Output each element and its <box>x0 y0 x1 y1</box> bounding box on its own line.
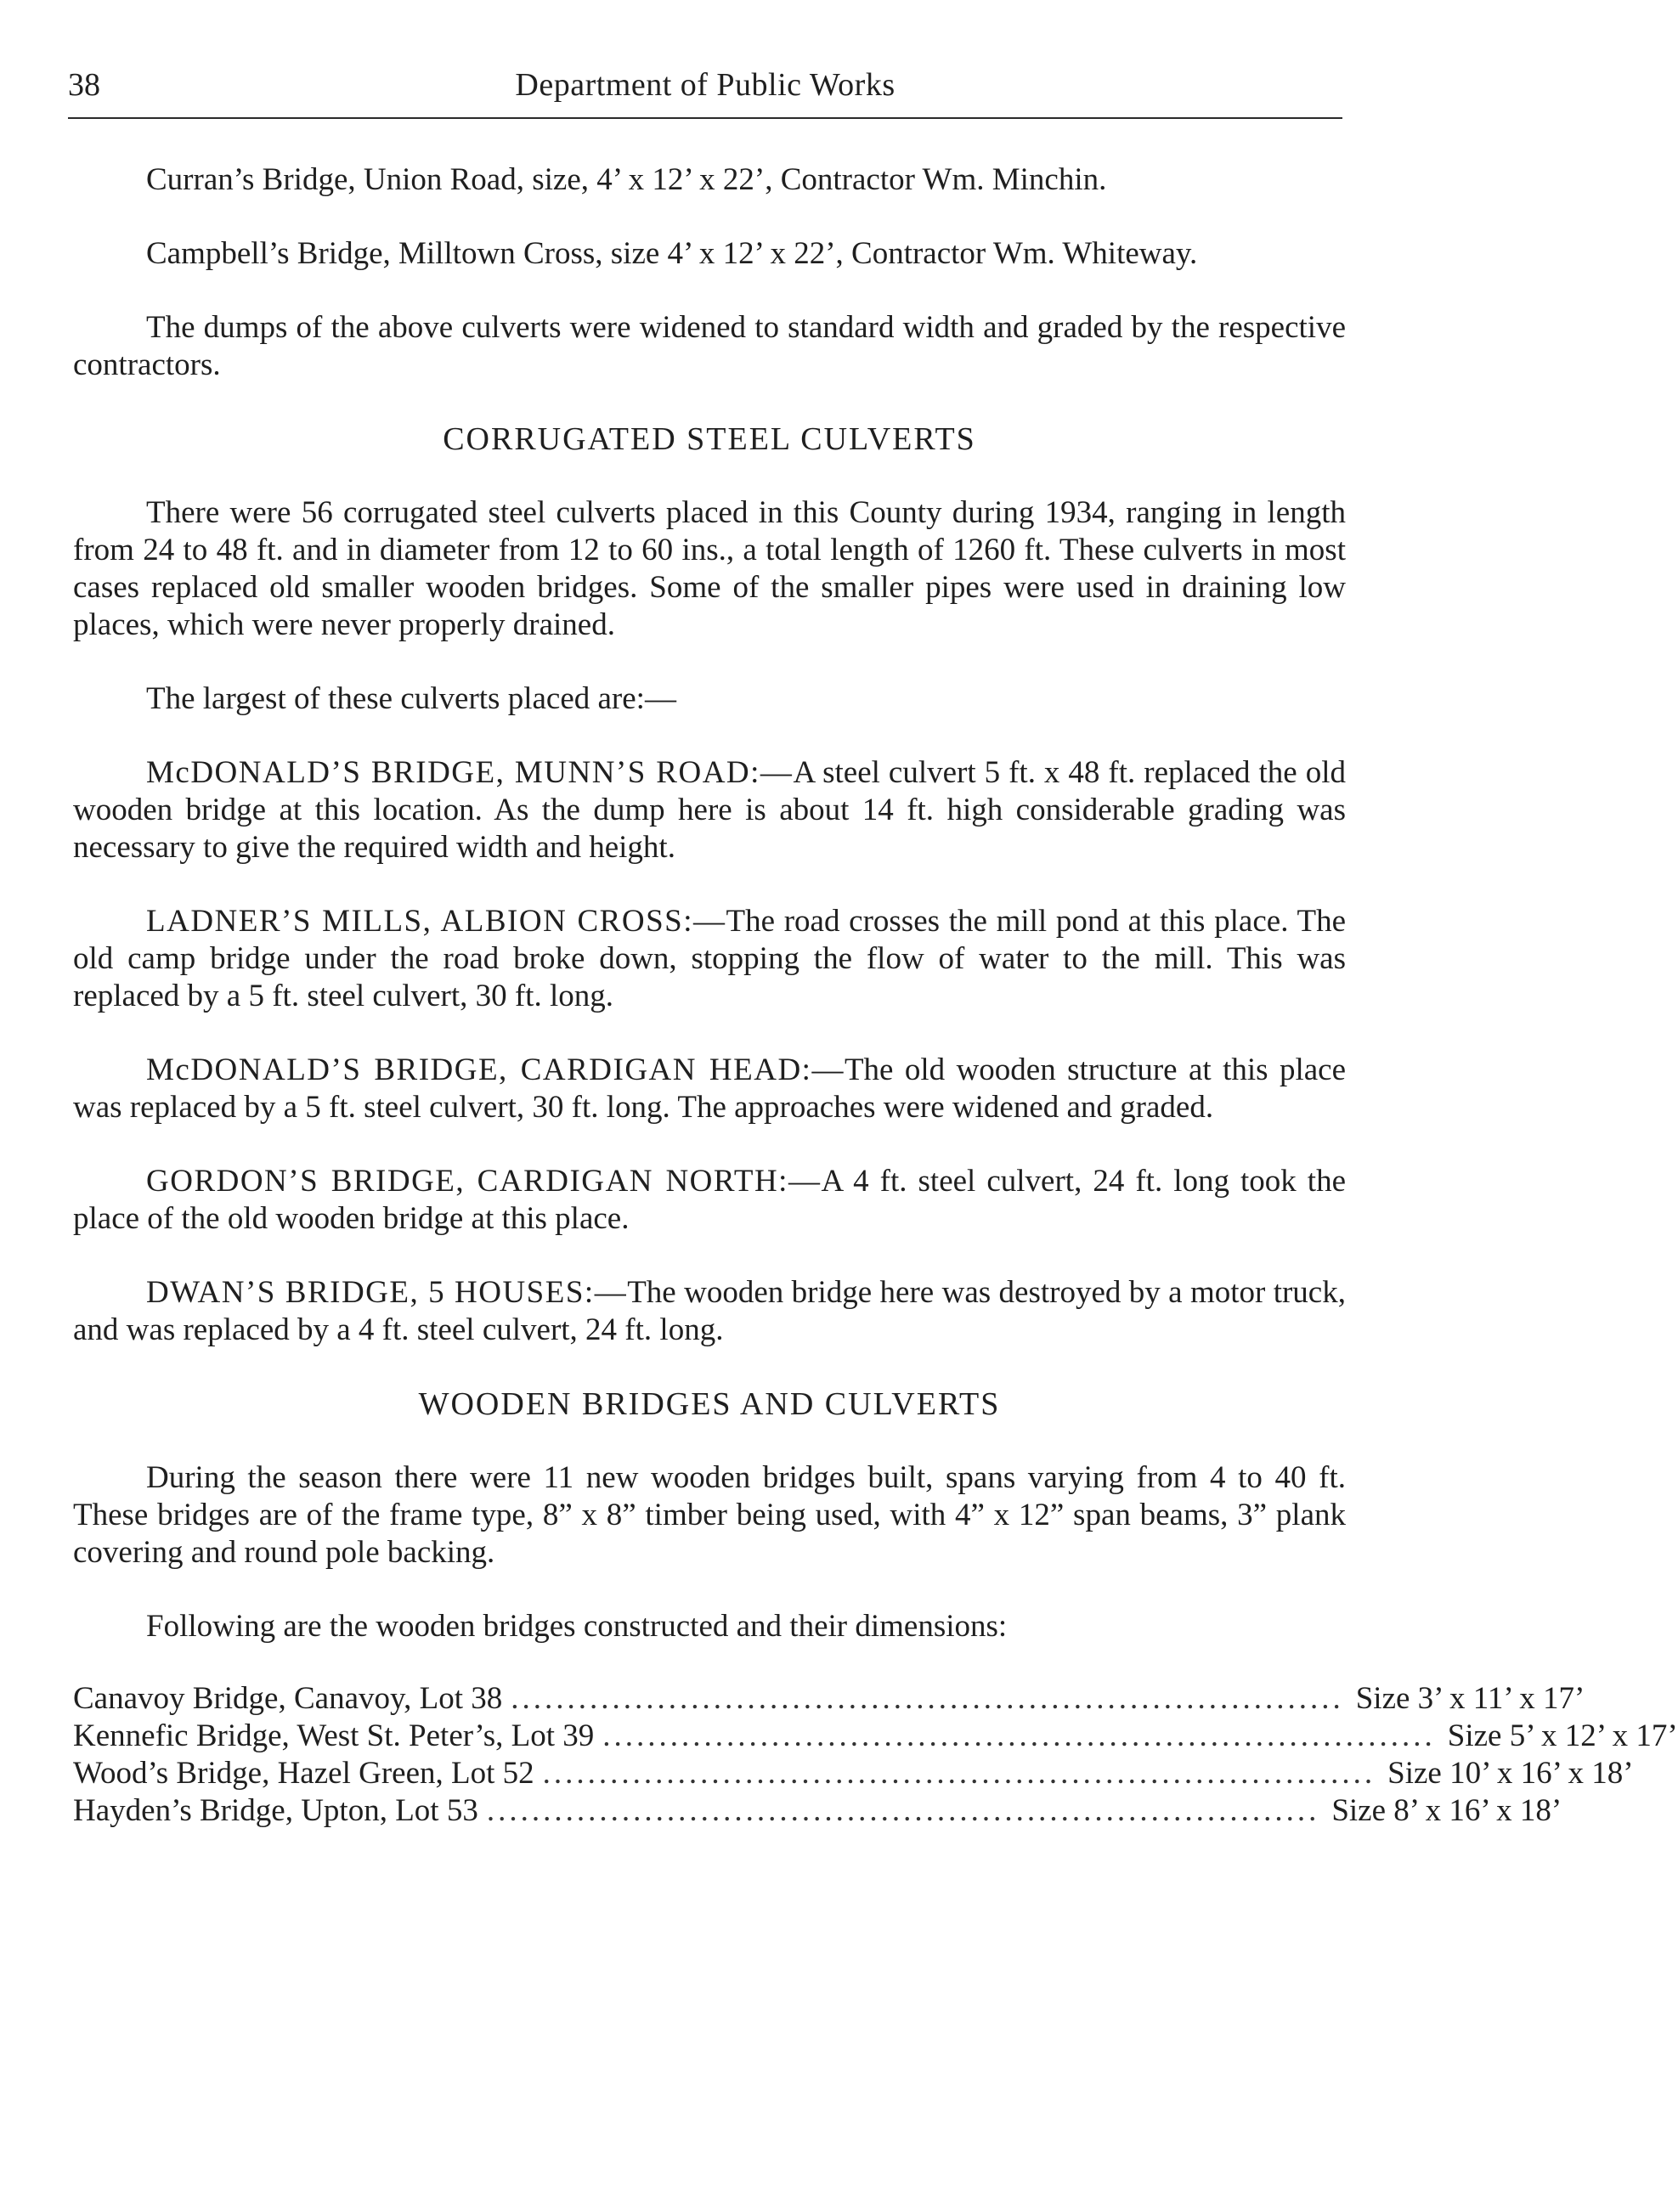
bridge-size: Size 5’ x 12’ x 17’ <box>1447 1718 1678 1753</box>
culvert-entry-text: The old wooden structure at this place was replaced by a 5 ft. steel culvert, 30 ft. long. The approaches were widened and graded. <box>73 1052 1347 1125</box>
dot-leader: .......................................................................... <box>602 1718 1436 1753</box>
culvert-entry-text: A 4 ft. steel culvert, 24 ft. long took the place of the old wooden bridge at this place. <box>73 1164 1346 1236</box>
paragraph-dumps: The dumps of the above culverts were widened to standard width and graded by the respective contractors. <box>73 310 1346 382</box>
bridge-row <box>73 1792 1562 1830</box>
bridge-name: Kennefic Bridge, West St. Peter’s, Lot 39 <box>73 1718 595 1753</box>
page-number: 38 <box>68 67 100 103</box>
culvert-entry <box>73 1052 1346 1126</box>
paragraph-culverts-summary: There were 56 corrugated steel culverts placed in this County during 1934, ranging in length from 24 to 48 ft. and in diameter from 12 to 60 ins., a total length of 1260 ft. These culverts in most cases replaced old smaller wooden bridges. Some of the smaller pipes were used in draining low places, which were never properly drained. <box>73 495 1346 642</box>
culvert-entry-title: McDONALD’S BRIDGE, CARDIGAN HEAD:— <box>146 1052 845 1087</box>
culvert-entry <box>73 1163 1346 1238</box>
paragraph-currans-bridge: Curran’s Bridge, Union Road, size, 4’ x 12’ x 22’, Contractor Wm. Minchin. <box>146 162 1107 197</box>
culvert-entry <box>73 1274 1346 1349</box>
bridge-list <box>73 1680 1678 1830</box>
culvert-entry <box>73 903 1346 1015</box>
dot-leader: .......................................................................... <box>542 1756 1376 1791</box>
culvert-entry-text: A steel culvert 5 ft. x 48 ft. replaced the old wooden bridge at this location. As the dump here is about 14 ft. high considerable grading was necessary to give the required width and height. <box>73 755 1346 865</box>
culvert-entry-title: GORDON’S BRIDGE, CARDIGAN NORTH:— <box>146 1164 822 1199</box>
running-title: Department of Public Works <box>515 67 895 103</box>
header-rule <box>68 117 1342 119</box>
paragraph-largest-culverts: The largest of these culverts placed are:— <box>146 681 676 716</box>
bridge-row <box>73 1718 1678 1755</box>
page-header <box>68 61 1342 112</box>
culvert-entry-title: McDONALD’S BRIDGE, MUNN’S ROAD:— <box>146 755 794 790</box>
paragraph-wooden-bridges-summary: During the season there were 11 new wooden bridges built, spans varying from 4 to 40 ft. These bridges are of the frame type, 8” x 8” timber being used, with 4” x 12” span beams, 3” plank covering and round pole backing. <box>73 1460 1346 1570</box>
bridge-size: Size 8’ x 16’ x 18’ <box>1331 1793 1562 1828</box>
dot-leader: .......................................................................... <box>511 1681 1344 1716</box>
culvert-entry-title: DWAN’S BRIDGE, 5 HOUSES:— <box>146 1275 628 1310</box>
bridge-size: Size 10’ x 16’ x 18’ <box>1387 1756 1634 1791</box>
bridge-size: Size 3’ x 11’ x 17’ <box>1355 1681 1585 1716</box>
bridge-row <box>73 1755 1634 1792</box>
document-body <box>73 161 1678 1830</box>
bridge-name: Canavoy Bridge, Canavoy, Lot 38 <box>73 1681 503 1716</box>
culvert-entry-text: The wooden bridge here was destroyed by a motor truck, and was replaced by a 4 ft. steel culvert, 24 ft. long. <box>73 1275 1346 1347</box>
dot-leader: .......................................................................... <box>486 1793 1320 1828</box>
heading-wooden-bridges: WOODEN BRIDGES AND CULVERTS <box>418 1386 1001 1422</box>
culvert-entry-title: LADNER’S MILLS, ALBION CROSS:— <box>146 904 726 939</box>
bridge-name: Hayden’s Bridge, Upton, Lot 53 <box>73 1793 478 1828</box>
bridge-name: Wood’s Bridge, Hazel Green, Lot 52 <box>73 1756 534 1791</box>
paragraph-campbells-bridge: Campbell’s Bridge, Milltown Cross, size 4’ x 12’ x 22’, Contractor Wm. Whiteway. <box>146 236 1198 271</box>
paragraph-following-bridges: Following are the wooden bridges constructed and their dimensions: <box>146 1609 1008 1644</box>
culvert-entry-text: The road crosses the mill pond at this place. The old camp bridge under the road broke down, stopping the flow of water to the mill. This was replaced by a 5 ft. steel culvert, 30 ft. long. <box>73 904 1346 1013</box>
heading-corrugated-steel-culverts: CORRUGATED STEEL CULVERTS <box>443 421 976 457</box>
bridge-row <box>73 1680 1585 1718</box>
culvert-entry <box>73 754 1346 866</box>
